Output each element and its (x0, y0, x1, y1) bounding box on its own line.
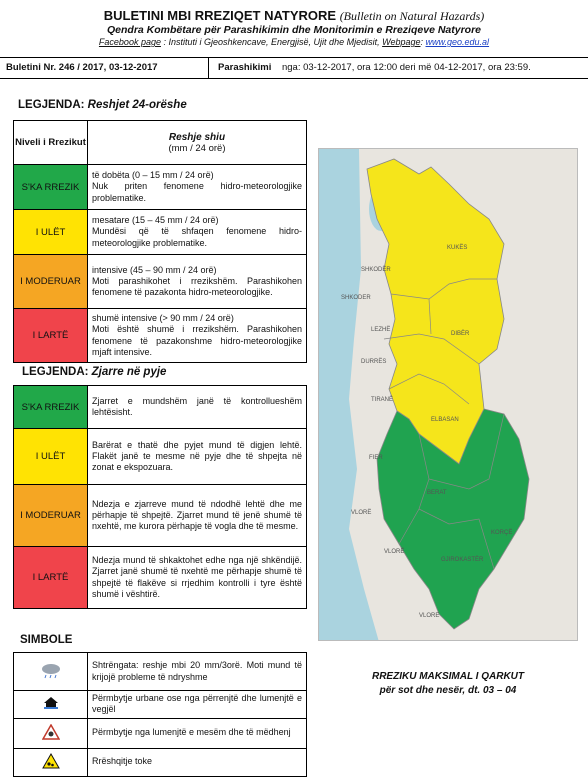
desc-cell: Ndezja mund të shkaktohet edhe nga një shkëndijë. Zjarret janë shumë të nxehtë me përhapje shumë të shpejtë të flakëve si rrjedhim kontrolli i tyre është shumë i vështirë. (88, 547, 307, 609)
desc-line1: mesatare (15 – 45 mm / 24 orë) (92, 215, 219, 226)
legend-fire-title (22, 366, 166, 378)
storm-icon (14, 653, 88, 691)
level-cell: I MODERUAR (14, 485, 88, 547)
webpage-label: Webpage (382, 37, 421, 47)
legend-fire-table (13, 385, 307, 609)
legend-rain-name: Reshjet 24-orëshe (87, 99, 187, 111)
level-cell: S'KA RREZIK (14, 386, 88, 429)
title-en-text: (Bulletin on Natural Hazards) (339, 9, 485, 23)
webpage-colon: : (420, 37, 423, 47)
table-row (14, 547, 307, 609)
bulletin-subtitle: Qendra Kombëtare për Parashikimin dhe Monitorimin e Rreziqeve Natyrore (106, 24, 482, 36)
bulletin-contacts (0, 37, 588, 47)
level-cell: I LARTË (14, 547, 88, 609)
level-cell: I LARTË (14, 309, 88, 363)
rain-unit: (mm / 24 orë) (168, 142, 226, 154)
forecast-label: Parashikimi (218, 62, 272, 73)
table-row (14, 485, 307, 547)
symbols-table (13, 652, 307, 777)
table-row (14, 748, 307, 776)
level-cell: S'KA RREZIK (14, 165, 88, 210)
forecast-dates: nga: 03-12-2017, ora 12:00 deri më 04-12-2017, ora 23:59. (281, 62, 531, 73)
bulletin-info-bar (0, 57, 588, 79)
level-cell: I ULËT (14, 429, 88, 485)
rain-title: Reshje shiu (168, 131, 226, 143)
symbols-title: SIMBOLE (20, 634, 73, 646)
level-cell: I ULËT (14, 210, 88, 255)
symbol-desc: Përmbytje nga lumenjtë e mesëm dhe të mëdhenj (88, 718, 307, 748)
river-flood-icon (14, 718, 88, 748)
divider (208, 58, 209, 78)
symbol-desc: Përmbytje urbane ose nga përrenjtë dhe lumenjtë e vegjël (88, 691, 307, 719)
desc-line2: Moti parashikohet i rrezikshëm. Parashikohen fenomene të pazakonta hidro-meteorologjike. (92, 275, 302, 298)
desc-cell: Zjarret e mundshëm janë të kontrollueshëm lehtësisht. (88, 386, 307, 429)
label-diber: DIBËR (451, 331, 470, 337)
facebook-label: Facebook page (98, 37, 161, 47)
desc-cell: Ndezja e zjarreve mund të ndodhë lehtë dhe me përhapje të shpejtë. Zjarret mund të jenë shumë të nxehtë, me kurora përhapje të vogla dhe të mesme. (88, 485, 307, 547)
table-row (14, 429, 307, 485)
desc-line1: intensive (45 – 90 mm / 24 orë) (92, 264, 217, 275)
table-row (14, 309, 307, 363)
desc-line1: shumë intensive (> 90 mm / 24 orë) (92, 313, 234, 323)
desc-line2: Mundësi që të shfaqen fenomene hidro-meteorologjike problematike. (92, 226, 302, 248)
desc-cell (88, 309, 307, 363)
legend-prefix: LEGJENDA: (18, 99, 85, 111)
legend-prefix: LEGJENDA: (22, 366, 89, 378)
legend-fire-name: Zjarre në pyje (91, 366, 167, 378)
bulletin-title (0, 8, 588, 24)
map-caption-line2: për sot dhe nesër, dt. 03 – 04 (379, 684, 517, 696)
label-vlore: VLORË (351, 510, 372, 516)
label-kukes: KUKËS (447, 245, 468, 251)
desc-line2: Moti është shumë i rrezikshëm. Parashikohen fenomene të pazakonshme hidro-meteorologjike mjaft intensive. (92, 324, 302, 357)
desc-cell: Barërat e thatë dhe pyjet mund të digjen lehtë. Flakët janë te mesme në pyje dhe të shpejta në zonat e ekspozuara. (88, 429, 307, 485)
legend-rain-table (13, 120, 307, 363)
desc-line2: Nuk priten fenomene hidro-meteorologjike problematike. (92, 181, 302, 203)
landslide-icon (14, 748, 88, 776)
label-tirane: TIRANË (371, 397, 394, 403)
label-gjirokaster: GJIROKASTËR (441, 557, 484, 563)
label-fier: FIER (369, 455, 383, 461)
symbol-desc: Shtrëngata: reshje mbi 20 mm/3orë. Moti mund të krijojë probleme të ndryshme (88, 653, 307, 691)
desc-cell (88, 255, 307, 309)
table-row (14, 718, 307, 748)
col-rain-header (88, 121, 307, 165)
urban-flood-icon (14, 691, 88, 719)
symbol-desc: Rrëshqitje toke (88, 748, 307, 776)
svg-text:SHKODER: SHKODER (341, 295, 371, 301)
svg-text:VLORË: VLORË (384, 549, 405, 555)
label-shkoder: SHKODËR (361, 267, 391, 273)
title-text: BULETINI MBI RREZIQET NATYRORE (103, 8, 337, 23)
bulletin-number: Buletini Nr. 246 / 2017, 03-12-2017 (6, 62, 158, 73)
risk-map[interactable] (318, 148, 578, 641)
table-row (14, 210, 307, 255)
label-lezhe: LEZHË (371, 327, 391, 333)
table-row (14, 255, 307, 309)
svg-text:VLORE: VLORE (419, 613, 440, 619)
level-cell: I MODERUAR (14, 255, 88, 309)
map-caption-line1: RREZIKU MAKSIMAL I QARKUT (371, 671, 525, 682)
label-korce: KORÇË (491, 530, 513, 536)
table-row (14, 386, 307, 429)
col-level-header: Niveli i Rrezikut (14, 121, 88, 165)
table-row (14, 165, 307, 210)
legend-rain-title (18, 99, 187, 111)
label-berat: BERAT (427, 490, 447, 496)
webpage-link[interactable]: www.geo.edu.al (425, 37, 490, 47)
label-elbasan: ELBASAN (431, 417, 459, 423)
table-row (14, 691, 307, 719)
map-caption (318, 670, 578, 697)
forecast-period (218, 62, 531, 73)
table-row (14, 653, 307, 691)
facebook-text: : Instituti i Gjeoshkencave, Energjisë, Ujit dhe Mjedisit, (163, 37, 380, 47)
desc-cell (88, 165, 307, 210)
desc-line1: të dobëta (0 – 15 mm / 24 orë) (92, 170, 214, 181)
desc-cell (88, 210, 307, 255)
label-durres: DURRËS (361, 359, 387, 365)
